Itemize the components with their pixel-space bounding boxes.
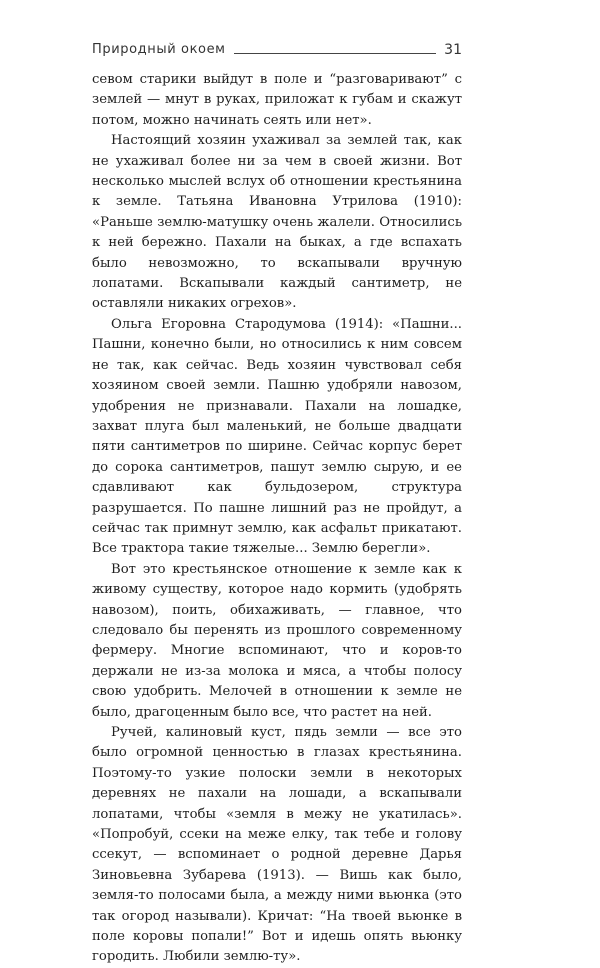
paragraph: Вот это крестьянское отношение к земле как к живому существу, которое надо кормить (удобрять навозом), поить, обихаживать, — главное, что следовало бы перенять из прошлого современному фермеру. Многие вспоминают, что и коров-то держали не из-за молока и мяса, а чтобы полосу свою удобрить. Мелочей в отношении к земле не было, драгоценным было все, что растет на ней.: [92, 561, 462, 720]
body-text: [92, 70, 462, 968]
paragraph: севом старики выйдут в поле и “разговаривают” с землей — мнут в руках, приложат к губам и скажут потом, можно начинать сеять или нет».: [92, 72, 462, 128]
running-head: [92, 38, 462, 58]
paragraph: Ольга Егоровна Стародумова (1914): «Пашни... Пашни, конечно были, но относились к ним совсем не так, как сейчас. Ведь хозяин чувствовал себя хозяином своей земли. Пашню удобряли навозом, удобрения не признавали. Пахали на лошадке, захват плуга был маленький, не больше двадцати пяти сантиметров по ширине. Сейчас корпус берет до сорока сантиметров, пашут землю сырую, и ее сдавливают как бульдозером, структура разрушается. По пашне лишний раз не пройдут, а сейчас так примнут землю, как асфальт прикатают. Все трактора такие тяжелые... Землю берегли».: [92, 316, 462, 557]
page-number: 31: [444, 42, 462, 58]
running-title: Природный окоем: [92, 42, 226, 57]
paragraph: Ручей, калиновый куст, пядь земли — все это было огромной ценностью в глазах крестьянина. Поэтому-то узкие полоски земли в некоторых деревнях не пахали на лошади, а вскапывали лопатами, чтобы «земля в межу не укатилась». «Попробуй, ссеки на меже елку, так тебе и голову ссекут, — вспоминает о родной деревне Дарья Зиновьевна Зубарева (1913). — Вишь как было, земля-то полосами была, а между ними вьюнка (это так огород называли). Кричат: “На твоей вьюнке в поле коровы попали!” Вот и идешь опять вьюнку городить. Любили землю-ту».: [92, 725, 462, 965]
header-rule: [234, 53, 437, 54]
paragraph: Настоящий хозяин ухаживал за землей так, как не ухаживал более ни за чем в своей жизни. Вот несколько мыслей вслух об отношении крестьянина к земле. Татьяна Ивановна Утрилова (1910): «Раньше землю-матушку очень жалели. Относились к ней бережно. Пахали на быках, а где вспахать было невозможно, то вскапывали вручную лопатами. Вскапывали каждый сантиметр, не оставляли никаких огрехов».: [92, 133, 462, 312]
